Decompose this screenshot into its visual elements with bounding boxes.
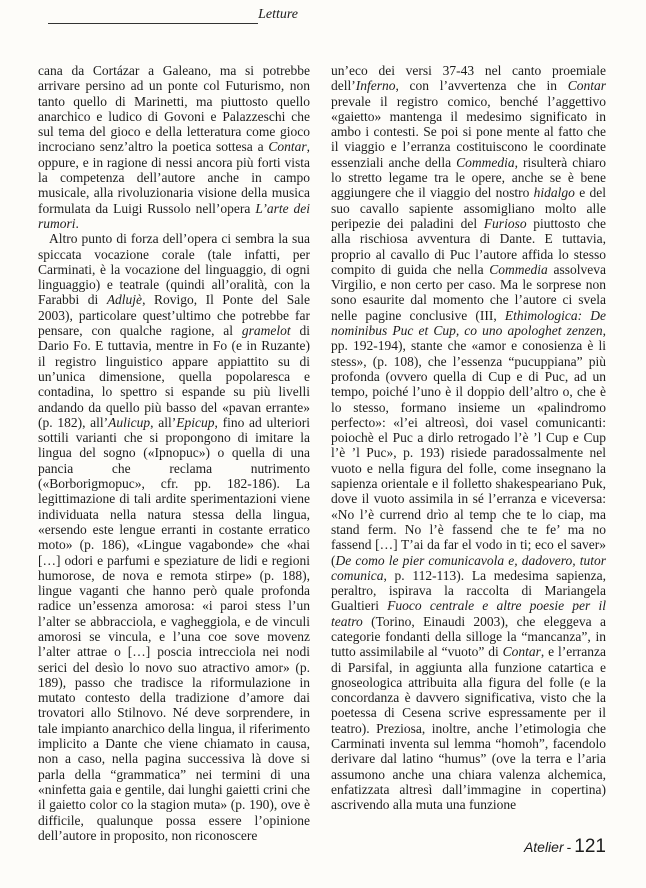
body-paragraph xyxy=(38,63,310,231)
page-number: 121 xyxy=(574,836,606,857)
italic-title: Contar xyxy=(502,644,541,660)
section-title: Letture xyxy=(258,7,298,22)
text-run: e del suo cavallo sapiente assomigliano molto alle peripezie dei paladini del xyxy=(331,185,606,231)
italic-title: L’arte dei rumori xyxy=(38,200,310,231)
italic-title: Aulicup xyxy=(108,414,151,430)
italic-title: Commedia xyxy=(489,261,548,277)
italic-title: Fuoco centrale e altre poesie per il teatro xyxy=(331,598,606,629)
text-run: un’eco dei versi 37-43 nel canto proemiale dell’ xyxy=(331,63,606,94)
text-run: piuttosto che alla rischiosa avventura di Dante. E tuttavia, proprio al cavallo di Puc l’autore affida lo stesso compito di guida che nella xyxy=(331,215,607,277)
text-run: prevale il registro comico, benché l’aggettivo «gaietto» mantenga il medesimo significato in ambo i contesti. Se poi si pone mente al fatto che il viaggio e l’erranza costituiscono le coordinate essenziali anche della xyxy=(331,93,606,170)
italic-title: Inferno xyxy=(355,78,396,94)
text-run: , con l’avvertenza che in xyxy=(395,78,568,94)
body-paragraph xyxy=(331,63,606,813)
text-run: , pp. 192-194), stante che «amor e conosienza è li stess», (p. 108), che l’essenza “pucuppiana” più profonda (ovvero quella di Cup e di Puc, ad un tempo, poiché l’uno è il doppio dell’altro o, che è lo stesso, formano insieme un «palindromo perfecto»: «l’ei altreosì, doi vasel comunicanti: poiochè el Puc a dirlo retrogado l’è ’l Cup e Cup l’è ’l Puc», p. 193) risiede paradossalmente nel vuoto e nella figura del folle, come insegnano la sapienza orientale e il folletto shakespeariano Puk, dove il vuoto assimila in sé l’erranza e viceversa: «No l’è currend drìo al temp che te lo ciap, ma stand ferm. No l’è fassend che te fe’ ma no fassend […] T’ai da far el vodo in ti; eco el saver» ( xyxy=(331,323,606,568)
italic-title: Adlujè xyxy=(106,292,143,308)
text-run: , risulterà chiaro lo stretto legame tra le opere, anche se è bene aggiungere che il viaggio del nostro xyxy=(331,154,606,201)
italic-title: Furioso xyxy=(483,215,527,231)
italic-title: Commedia xyxy=(456,154,515,170)
journal-name: Atelier xyxy=(523,839,564,855)
italic-title: gramelot xyxy=(241,323,291,339)
text-run: , p. 112-113). La medesima sapienza, peraltro, ispirava la raccolta di Mariangela Gualtieri xyxy=(331,567,606,614)
text-run: , fino ad ulteriori sottili varianti che si propongono di imitare la lingua del sogno («Ipnopuc») o quella di una pancia che reclama nutrimento («Borborigmopuc», cfr. pp. 182-186). La legittimazione di tali ardite sperimentazioni viene individuata nella natura stessa della lingua, «ersendo este lengue erranti in costante erratico moto» (p. 186), «Lingue vagabonde» che «hai […] odori e parfumi e speziature de lidi e regioni humorose, de nova e remota stirpe» (p. 188), lingue vaganti che hanno però quale profonda radice un’essenza amorosa: «i paroi stess l’un l’alter se abbracciola, e vagheggiola, e de vinculi amorosi se vincula, e l’una coe sove movenz l’alter attrae o […] poscia intrecciola nei nodi serici del desìo lo novo suo atractivo amor» (p. 189), passo che tradisce la riformulazione in mutato contesto della tradizione d’amore dai trovatori allo Stilnovo. Né deve sorprendere, in tale impianto anarchico della lingua, il riferimento implicito a Dante che viene chiamato in causa, non a caso, nella pagina successiva là dove si parla della “grammatica” nei termini di una «ninfetta gaia e gentile, dai lunghi gaietti crini che il gaietto color co la stagion muta» (p. 190), ove è difficile, qualunque possa essere l’opinione dell’autore in proposito, non riconoscere xyxy=(38,414,310,843)
text-run: . xyxy=(75,215,79,231)
body-paragraph xyxy=(38,231,310,843)
italic-title: hidalgo xyxy=(533,185,575,201)
text-run: cana da Cortázar a Galeano, ma si potrebbe arrivare persino ad un ponte col Futurismo, non tanto quello di Marinetti, ma piuttosto quello anarchico e ludico di Govoni e Palazzeschi che sul tema del gioco e della letteratura come gioco incrociano senz’altro la poetica sottesa a xyxy=(38,63,310,155)
page-footer xyxy=(524,836,606,858)
text-run: di Dario Fo. E tuttavia, mentre in Fo (e in Ruzante) il registro linguistico appare appiattito su di un’unica dimensione, quella popolaresca e contadina, lo spettro si espande su più livelli andando da quello più basso del «pavan errante» (p. 182), all’ xyxy=(38,323,310,430)
italic-title: Contar xyxy=(268,139,307,155)
text-run: assolveva Virgilio, e non certo per caso. Ma le sorprese non sono esaurite dal momento che l’autore ci svela nelle pagine conclusive (III, xyxy=(331,261,606,323)
text-run: , all’ xyxy=(150,414,177,430)
italic-title: Epicup xyxy=(176,414,215,430)
italic-title: De como le pier comunicavola e, dadovero, tutor comunica xyxy=(331,552,606,583)
italic-title: Contar xyxy=(567,78,606,94)
italic-title: Ethimologica: De nominibus Puc et Cup, co uno apologhet zenzen xyxy=(331,307,606,339)
running-header xyxy=(48,6,298,28)
text-run: (Torino, Einaudi 2003), che eleggeva a categorie fondanti della silloge la “mancanza”, in tutto assimilabile al “vuoto” di xyxy=(331,613,606,660)
left-column xyxy=(38,63,310,843)
text-run: , e l’erranza di Parsifal, in aggiunta alla funzione catartica e gnoseologica attribuita alla figura del folle (e la concordanza è davvero significativa, visto che la poetessa di Cesena scrive espressamente per il teatro). Preziosa, inoltre, anche l’etimologia che Carminati inventa sul lemma “homoh”, facendolo derivare dal latino “humus” (ove la terra e l’aria assumono anche una chiara valenza alchemica, enfatizzata altresì dall’immagine in copertina) ascrivendo alla muta una funzione xyxy=(331,644,606,813)
text-run: , oppure, e in ragione di nessi ancora più forti vista la competenza dell’autore anche in campo musicale, alla rivoluzionaria visione della musica formulata da Luigi Russolo nell’opera xyxy=(38,139,310,216)
text-run: Altro punto di forza dell’opera ci sembra la sua spiccata vocazione corale (tale infatti, per Carminati, è la vocazione del linguaggio, di ogni linguaggio) e teatrale (quindi all’oralità, con la Farabbi di xyxy=(38,231,310,308)
right-column xyxy=(331,63,606,813)
text-run: , Rovigo, Il Ponte del Sale 2003), particolare quest’ultimo che potrebbe far pensare, con qualche ragione, al xyxy=(38,292,310,339)
footer-separator: - xyxy=(566,839,572,855)
